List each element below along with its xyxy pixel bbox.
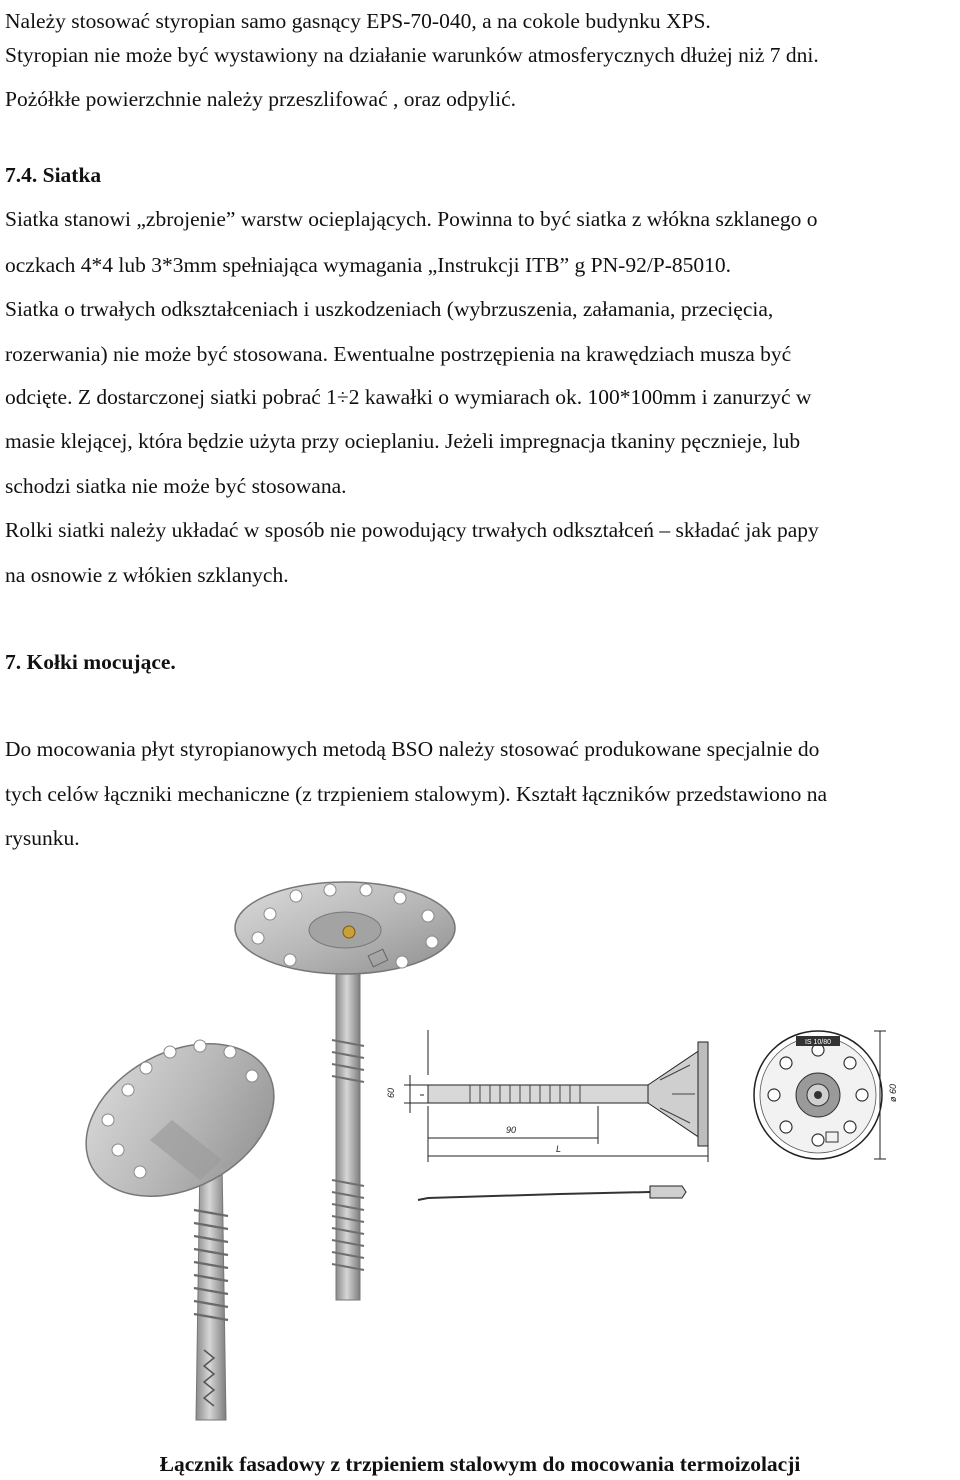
text-line: Siatka o trwałych odkształceniach i uszkodzeniach (wybrzuszenia, załamania, przecięcia,: [5, 297, 774, 321]
text-line: na osnowie z włókien szklanych.: [5, 563, 289, 587]
plate-stamp: IS 10/80: [804, 1039, 832, 1046]
text-line: Rolki siatki należy układać w sposób nie powodujący trwałych odkształceń – składać jak papy: [5, 518, 819, 542]
anchor-front: [60, 1013, 300, 1420]
figure-caption: Łącznik fasadowy z trzpieniem stalowym do mocowania termoizolacji: [159, 1452, 801, 1476]
text-line: oczkach 4*4 lub 3*3mm spełniająca wymagania „Instrukcji ITB” g PN-92/P-85010.: [5, 253, 732, 277]
text-line: tych celów łączniki mechaniczne (z trzpieniem stalowym). Kształt łączników przedstawiono na: [5, 782, 828, 806]
section-heading-anchors: 7. Kołki mocujące.: [5, 650, 176, 674]
text-line: rozerwania) nie może być stosowana. Ewentualne postrzępienia na krawędziach musza być: [5, 342, 792, 366]
technical-front-view: [754, 1031, 886, 1159]
text-line: Do mocowania płyt styropianowych metodą BSO należy stosować produkowane specjalnie do: [5, 737, 820, 761]
text-line: masie klejącej, która będzie użyta przy ocieplaniu. Jeżeli impregnacja tkaniny pęcznieje, lub: [5, 429, 801, 453]
dim-label-diameter: ø 60: [888, 1083, 898, 1102]
anchor-illustration: [0, 880, 960, 1440]
text-line: odcięte. Z dostarczonej siatki pobrać 1÷2 kawałki o wymiarach ok. 100*100mm i zanurzyć w: [5, 385, 812, 409]
section-heading-mesh: 7.4. Siatka: [5, 163, 102, 187]
text-line: Należy stosować styropian samo gasnący EPS-70-040, a na cokole budynku XPS.: [5, 9, 711, 33]
dim-label-l: L: [556, 1144, 562, 1154]
text-line: schodzi siatka nie może być stosowana.: [5, 474, 347, 498]
text-line: Styropian nie może być wystawiony na działanie warunków atmosferycznych dłużej niż 7 dni.: [5, 43, 819, 67]
text-line: Pożółkłe powierzchnie należy przeszlifować , oraz odpylić.: [5, 87, 517, 111]
dim-label-60: 60: [386, 1087, 396, 1098]
text-line: Siatka stanowi „zbrojenie” warstw ocieplających. Powinna to być siatka z włókna szklanego o: [5, 207, 818, 231]
technical-side-view: [404, 1030, 708, 1200]
dim-label-90: 90: [506, 1125, 517, 1135]
text-line: rysunku.: [5, 826, 80, 850]
